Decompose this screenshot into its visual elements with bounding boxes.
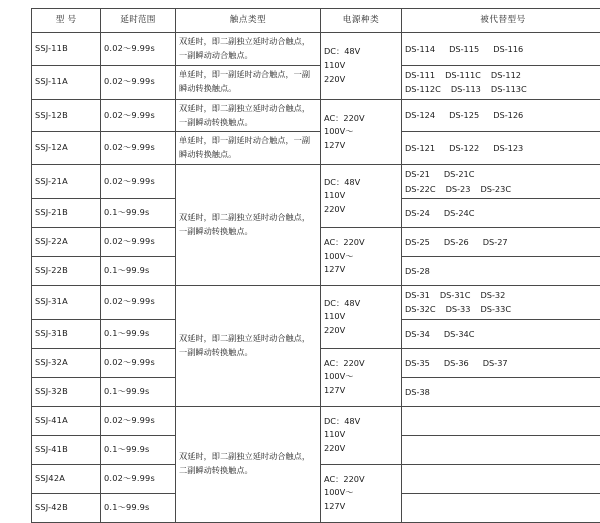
power-line-3: 127V <box>324 139 398 153</box>
replaced-line <box>405 288 600 302</box>
replaced-code: DS-124 <box>405 108 435 122</box>
table-row <box>32 286 600 320</box>
power-line-3: 220V <box>324 203 398 217</box>
cell-model: SSJ-42B <box>32 493 101 522</box>
cell-replaced-model <box>402 99 600 132</box>
power-line-3: 127V <box>324 263 398 277</box>
cell-delay-range: 0.02～9.99s <box>101 348 176 377</box>
power-line-1: AC：220V <box>324 112 398 126</box>
replaced-code: DS-38 <box>405 385 430 399</box>
document-page <box>0 8 600 408</box>
cell-delay-range: 0.02～9.99s <box>101 33 176 66</box>
cell-contact-type: 单延时，即一副延时动合触点，一副瞬动转换触点。 <box>176 132 321 165</box>
cell-delay-range: 0.02～9.99s <box>101 99 176 132</box>
table-row <box>32 65 600 99</box>
replaced-code: DS-31 <box>405 288 430 302</box>
cell-delay-range: 0.1～99.9s <box>101 199 176 228</box>
replaced-line <box>405 264 600 278</box>
power-line-3: 127V <box>324 384 398 398</box>
cell-replaced-model <box>402 464 600 493</box>
replaced-code: DS-126 <box>493 108 523 122</box>
replaced-code: DS-125 <box>449 108 479 122</box>
cell-model: SSJ42A <box>32 464 101 493</box>
cell-delay-range: 0.02～9.99s <box>101 165 176 199</box>
power-line-3: 127V <box>324 500 398 514</box>
replaced-code: DS-122 <box>449 141 479 155</box>
cell-power-type <box>321 33 402 100</box>
cell-replaced-model <box>402 493 600 522</box>
cell-power-type <box>321 228 402 286</box>
table-body <box>32 33 600 523</box>
cell-replaced-model <box>402 435 600 464</box>
cell-power-type <box>321 406 402 464</box>
cell-model: SSJ-32A <box>32 348 101 377</box>
replaced-code: DS-121 <box>405 141 435 155</box>
cell-contact-type: 单延时，即一副延时动合触点，一副瞬动转换触点。 <box>176 65 321 99</box>
replaced-code: DS-22C <box>405 182 436 196</box>
cell-delay-range: 0.02～9.99s <box>101 132 176 165</box>
cell-delay-range: 0.02～9.99s <box>101 228 176 257</box>
column-header-delay-range: 延时范围 <box>101 9 176 33</box>
replaced-line <box>405 302 600 316</box>
cell-power-type <box>321 165 402 228</box>
cell-model: SSJ-22B <box>32 257 101 286</box>
power-line-2: 110V <box>324 59 398 73</box>
power-line-2: 100V～ <box>324 486 398 500</box>
replaced-line <box>405 385 600 399</box>
power-line-1: DC：48V <box>324 176 398 190</box>
power-line-2: 110V <box>324 428 398 442</box>
cell-power-type <box>321 348 402 406</box>
table-row <box>32 33 600 66</box>
cell-replaced-model <box>402 348 600 377</box>
cell-contact-type: 双延时，即二副独立延时动合触点，一副瞬动转换触点。 <box>176 165 321 286</box>
replaced-code: DS-113 <box>451 82 481 96</box>
power-line-2: 110V <box>324 189 398 203</box>
column-header-contact-type: 触点类型 <box>176 9 321 33</box>
specification-table <box>31 8 600 523</box>
cell-model: SSJ-12A <box>32 132 101 165</box>
table-row <box>32 165 600 199</box>
replaced-code: DS-32 <box>480 288 505 302</box>
cell-replaced-model <box>402 199 600 228</box>
cell-model: SSJ-11A <box>32 65 101 99</box>
power-line-1: AC：220V <box>324 473 398 487</box>
replaced-code: DS-21C <box>444 167 475 181</box>
cell-replaced-model <box>402 165 600 199</box>
cell-model: SSJ-12B <box>32 99 101 132</box>
replaced-line <box>405 182 600 196</box>
cell-model: SSJ-21A <box>32 165 101 199</box>
power-line-1: DC：48V <box>324 45 398 59</box>
power-line-3: 220V <box>324 442 398 456</box>
replaced-code: DS-23 <box>446 182 471 196</box>
replaced-code: DS-112C <box>405 82 441 96</box>
replaced-code: DS-24 <box>405 206 430 220</box>
cell-replaced-model <box>402 406 600 435</box>
replaced-code: DS-26 <box>444 235 469 249</box>
replaced-code: DS-113C <box>491 82 527 96</box>
power-line-2: 100V～ <box>324 370 398 384</box>
cell-model: SSJ-31B <box>32 319 101 348</box>
replaced-code: DS-27 <box>483 235 508 249</box>
cell-replaced-model <box>402 257 600 286</box>
replaced-code: DS-28 <box>405 264 430 278</box>
replaced-code: DS-112 <box>491 68 521 82</box>
power-line-1: DC：48V <box>324 415 398 429</box>
replaced-code: DS-31C <box>440 288 471 302</box>
replaced-code: DS-32C <box>405 302 436 316</box>
power-line-2: 110V <box>324 310 398 324</box>
column-header-replaced-model: 被代替型号 <box>402 9 600 33</box>
cell-replaced-model <box>402 319 600 348</box>
cell-replaced-model <box>402 33 600 66</box>
power-line-2: 100V～ <box>324 250 398 264</box>
replaced-line <box>405 68 600 82</box>
cell-model: SSJ-41A <box>32 406 101 435</box>
replaced-code: DS-33 <box>446 302 471 316</box>
cell-delay-range: 0.02～9.99s <box>101 406 176 435</box>
table-row <box>32 406 600 435</box>
cell-delay-range: 0.02～9.99s <box>101 286 176 320</box>
cell-model: SSJ-11B <box>32 33 101 66</box>
replaced-line <box>405 141 600 155</box>
cell-replaced-model <box>402 132 600 165</box>
cell-model: SSJ-41B <box>32 435 101 464</box>
replaced-line <box>405 356 600 370</box>
power-line-1: AC：220V <box>324 236 398 250</box>
replaced-code: DS-34C <box>444 327 475 341</box>
replaced-line <box>405 42 600 56</box>
replaced-code: DS-23C <box>480 182 511 196</box>
replaced-code: DS-25 <box>405 235 430 249</box>
table-header-row <box>32 9 600 33</box>
table-row <box>32 99 600 132</box>
power-line-3: 220V <box>324 324 398 338</box>
cell-delay-range: 0.1～99.9s <box>101 257 176 286</box>
power-line-2: 100V～ <box>324 125 398 139</box>
replaced-code: DS-114 <box>405 42 435 56</box>
replaced-code: DS-123 <box>493 141 523 155</box>
replaced-code: DS-115 <box>449 42 479 56</box>
cell-contact-type: 双延时，即二副独立延时动合触点，一副瞬动动合触点。 <box>176 33 321 66</box>
cell-replaced-model <box>402 377 600 406</box>
column-header-model: 型 号 <box>32 9 101 33</box>
cell-model: SSJ-22A <box>32 228 101 257</box>
cell-power-type <box>321 99 402 165</box>
cell-power-type <box>321 464 402 522</box>
cell-delay-range: 0.1～99.9s <box>101 319 176 348</box>
column-header-power-type: 电源种类 <box>321 9 402 33</box>
power-line-1: DC：48V <box>324 297 398 311</box>
cell-replaced-model <box>402 65 600 99</box>
cell-model: SSJ-32B <box>32 377 101 406</box>
replaced-line <box>405 108 600 122</box>
cell-delay-range: 0.1～99.9s <box>101 377 176 406</box>
replaced-code: DS-33C <box>480 302 511 316</box>
cell-contact-type: 双延时，即二副独立延时动合触点，二副瞬动转换触点。 <box>176 406 321 522</box>
power-line-3: 220V <box>324 73 398 87</box>
replaced-code: DS-34 <box>405 327 430 341</box>
replaced-code: DS-111 <box>405 68 435 82</box>
cell-delay-range: 0.1～99.9s <box>101 493 176 522</box>
replaced-line <box>405 167 600 181</box>
replaced-code: DS-21 <box>405 167 430 181</box>
replaced-code: DS-37 <box>483 356 508 370</box>
replaced-line <box>405 235 600 249</box>
replaced-code: DS-24C <box>444 206 475 220</box>
replaced-code: DS-35 <box>405 356 430 370</box>
cell-delay-range: 0.02～9.99s <box>101 65 176 99</box>
table-header <box>32 9 600 33</box>
cell-delay-range: 0.02～9.99s <box>101 464 176 493</box>
replaced-line <box>405 206 600 220</box>
cell-replaced-model <box>402 286 600 320</box>
table-row <box>32 132 600 165</box>
cell-contact-type: 双延时，即二副独立延时动合触点，一副瞬动转换触点。 <box>176 286 321 407</box>
replaced-code: DS-111C <box>445 68 481 82</box>
cell-model: SSJ-21B <box>32 199 101 228</box>
power-line-1: AC：220V <box>324 357 398 371</box>
replaced-code: DS-116 <box>493 42 523 56</box>
cell-power-type <box>321 286 402 349</box>
cell-contact-type: 双延时，即二副独立延时动合触点，一副瞬动转换触点。 <box>176 99 321 132</box>
replaced-line <box>405 82 600 96</box>
cell-delay-range: 0.1～99.9s <box>101 435 176 464</box>
replaced-code: DS-36 <box>444 356 469 370</box>
cell-replaced-model <box>402 228 600 257</box>
cell-model: SSJ-31A <box>32 286 101 320</box>
replaced-line <box>405 327 600 341</box>
